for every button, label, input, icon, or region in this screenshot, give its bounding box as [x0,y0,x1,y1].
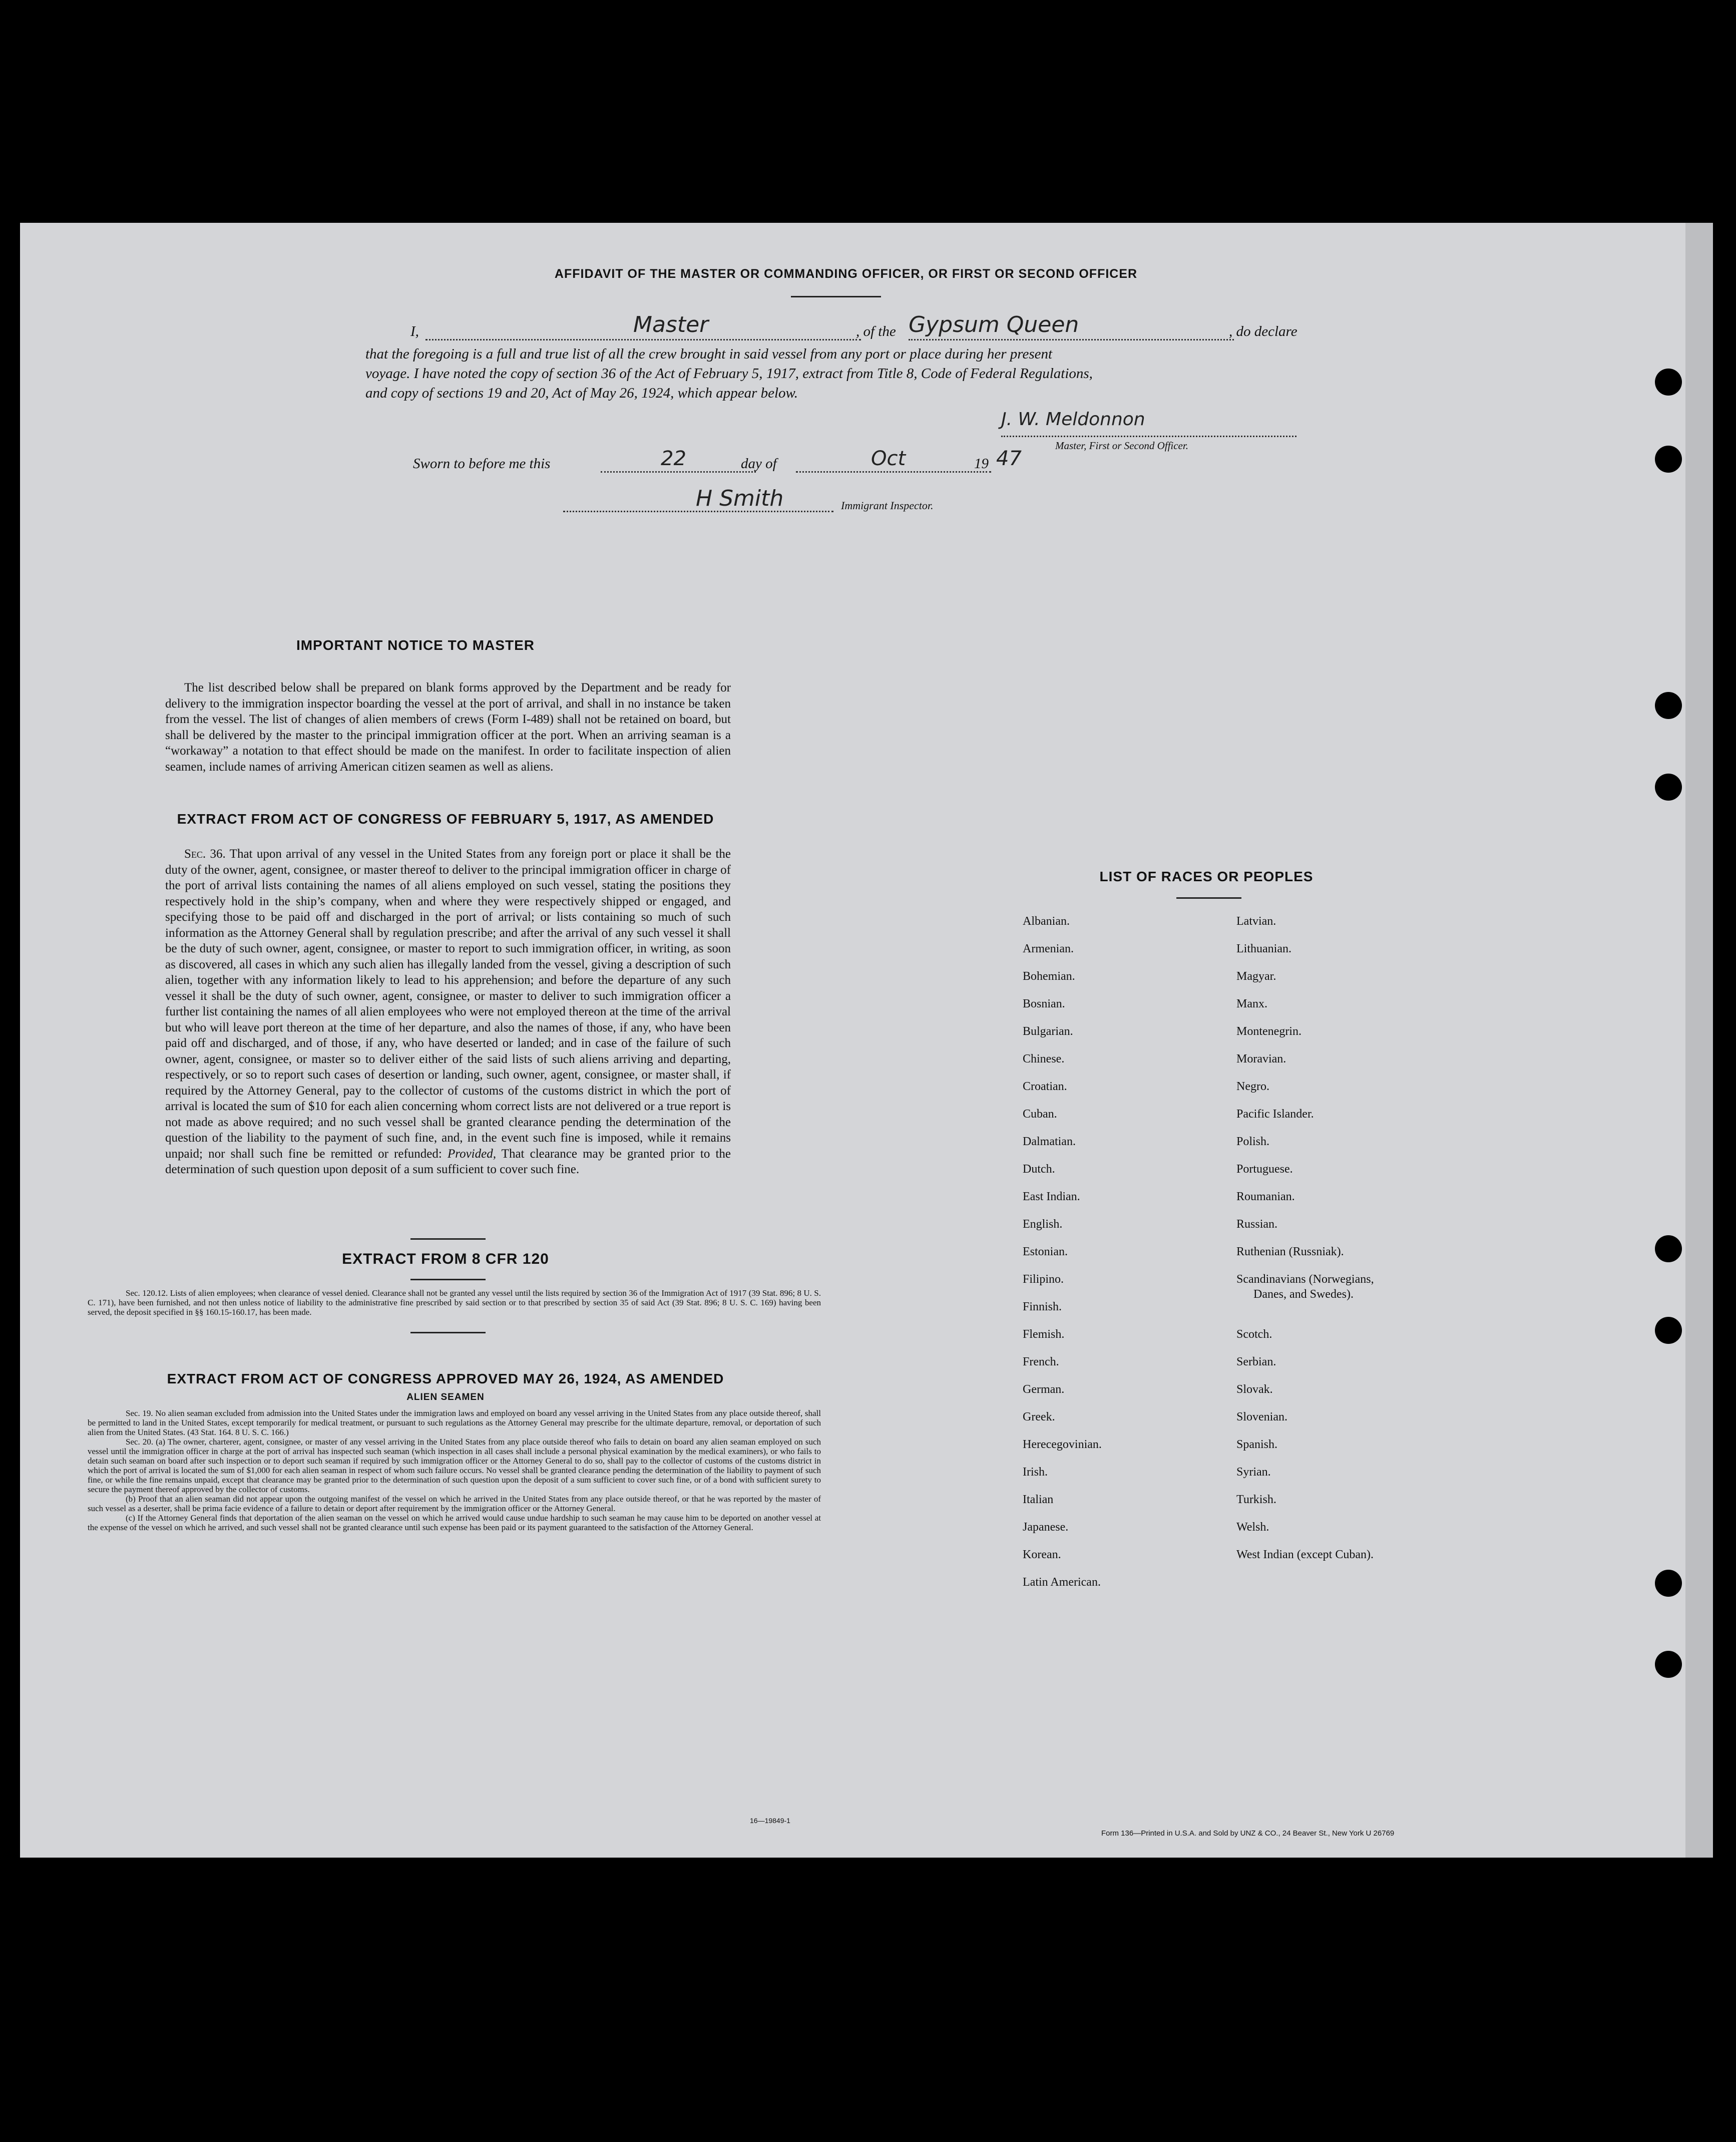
race-item: Manx. [1236,997,1267,1010]
sworn-day: 22 [661,447,686,470]
race-item: Chinese. [1023,1052,1065,1065]
fill-line [425,339,861,340]
extract-1924-body [88,1408,821,1532]
affidavit-line: voyage. I have noted the copy of section 36 of the Act of February 5, 1917, extract from Title 8, Code of Federal Regulations, [365,366,1093,382]
race-item: Pacific Islander. [1236,1108,1314,1121]
affidavit-text [365,344,1342,403]
sec-body: That upon arrival of any vessel in the United States from any foreign port or place it shall be the duty of the owner, agent, consignee, or master thereof to deliver to the principal immigration officer in charge of the port of arrival lists containing the names of all aliens employed on such vessel, stating the positions they respectively hold in the ship’s company, when and where they were respectively shipped or engaged, and specifying those to be paid off and discharged in the port of arrival; or lists containing so much of such information as the Attorney General shall by regulation prescribe; and after the arrival of any such vessel it shall be the duty of such owner, agent, consignee, or master to report to such immigration officer, in writing, as soon as discovered, all cases in which any such alien has illegally landed from the vessel, giving a description of such alien, together with any information likely to lead to his apprehension; and before the departure of any such vessel it shall be the duty of such owner, agent, consignee, or master to deliver to such immigration officer a further list containing the names of all alien employees who were not employed thereon at the time of the arrival but who will leave port thereon at the time of her departure, and also the names of those, if any, who have been paid off and discharged, and of those, if any, who have deserted or landed; and in case of the failure of such owner, agent, consignee, or master so to deliver either of the said lists of such aliens arriving and departing, respectively, or so to report such cases of desertion or landing, such owner, agent, consignee, or master shall, if required by the Attorney General, pay to the collector of customs of the customs district in which the port of arrival is located the sum of $10 for each alien concerning whom correct lists are not delivered or a true report is not made as above required; and no such vessel shall be granted clearance pending the determination of the question of the liability to the payment of such fine, and, in the event such fine is imposed, while it remains unpaid; nor shall such fine be remitted or refunded: [165,847,731,1161]
race-item: Roumanian. [1236,1190,1295,1203]
race-item: Slovenian. [1236,1410,1287,1423]
race-item: Estonian. [1023,1245,1068,1258]
sec20c-text: (c) If the Attorney General finds that deportation of the alien seaman on the vessel on which he arrived would cause undue hardship to such seaman he may cause him to be deported on another vessel at the expense of the vessel on which he arrived, and such vessel shall not be granted clearance until such expense has been paid or its payment guaranteed to the satisfaction of the Attorney General. [88,1513,821,1532]
inspector-signature: H Smith [696,486,784,511]
race-item: Croatian. [1023,1080,1067,1093]
race-item: Spanish. [1236,1438,1278,1451]
race-item: Syrian. [1236,1466,1271,1479]
race-item: Russian. [1236,1218,1278,1231]
document-page [20,223,1713,1858]
divider [410,1279,486,1280]
race-item: Greek. [1023,1410,1055,1423]
fill-line [601,471,756,473]
race-item: Scandinavians (Norwegians, [1236,1273,1374,1286]
race-item: Moravian. [1236,1052,1286,1065]
divider [791,296,881,297]
do-declare-label: , do declare [1229,323,1297,339]
race-item: Dutch. [1023,1163,1055,1176]
binder-hole [1655,446,1682,473]
fill-line [909,339,1234,340]
sec20a-text: Sec. 20. (a) The owner, charterer, agent, consignee, or master of any vessel arriving in the United States from any place outside thereof who fails to detain on board any alien seaman employed on such vessel until the immigration officer in charge at the port of arrival has inspected such seaman (which inspection in all cases shall include a personal physical examination by the medical examiners), or who fails to detain such seaman on board after such inspection or to deport such seaman if required by such immigration officer or the Attorney General to do so, shall pay to the collector of customs of the customs district in which the port of arrival is located the sum of $1,000 for each alien seaman in respect of whom such failure occurs. No vessel shall be granted clearance pending the determination of the liability to payment of such fine, or while the fine remains unpaid, except that clearance may be granted prior to the determination of such question upon the deposit of a sum sufficient to cover such fine, or of a bond with sufficient surety to secure the payment thereof approved by the collector of customs. [88,1437,821,1494]
day-of-label: day of [741,456,777,472]
race-item: Italian [1023,1493,1054,1506]
race-item: Montenegrin. [1236,1025,1301,1038]
divider [410,1238,486,1240]
sec19-text: Sec. 19. No alien seaman excluded from admission into the United States under the immigration laws and employed on board any vessel arriving in the United States from any place outside thereof, shall be permitted to land in the United States, except temporarily for medical treatment, or pursuant to such regulations as the Attorney General may prescribe for the ultimate departure, removal, or deportation of such alien from the United States. (43 Stat. 164. 8 U. S. C. 166.) [88,1408,821,1437]
race-item: German. [1023,1383,1065,1396]
race-item: Latvian. [1236,915,1276,928]
divider [410,1332,486,1333]
races-left-column [1023,915,1102,1603]
extract-1917-text [165,846,731,1178]
races-title: LIST OF RACES OR PEOPLES [1099,869,1314,884]
race-item: Armenian. [1023,942,1074,955]
race-item: Negro. [1236,1080,1269,1093]
binder-hole [1655,774,1682,801]
sworn-year: 47 [996,447,1022,470]
race-item: Slovak. [1236,1383,1273,1396]
of-the-label: , of the [856,323,896,339]
affidavit-line: that the foregoing is a full and true list of all the crew brought in said vessel from any port or place during her present [365,346,1053,362]
binder-hole [1655,1651,1682,1678]
binder-hole [1655,369,1682,396]
sworn-label: Sworn to before me this [413,456,551,472]
sec-label: Sec. 36. [184,847,226,861]
extract-1917-title: EXTRACT FROM ACT OF CONGRESS OF FEBRUARY 5, 1917, AS AMENDED [177,811,714,827]
master-caption: Master, First or Second Officer. [1055,440,1188,452]
fill-line [796,471,991,473]
binder-hole [1655,1235,1682,1262]
race-item: Japanese. [1023,1521,1069,1534]
divider [1176,897,1241,899]
print-code: 16—19849-1 [750,1817,790,1825]
race-item: Herecegovinian. [1023,1438,1102,1451]
sworn-month: Oct [871,447,906,470]
race-item: Bohemian. [1023,970,1075,983]
race-item: French. [1023,1355,1059,1368]
race-item: Serbian. [1236,1355,1276,1368]
extract-1924-title: EXTRACT FROM ACT OF CONGRESS APPROVED MAY 26, 1924, AS AMENDED [167,1371,724,1386]
i-label: I, [410,323,419,339]
extract-cfr-title: EXTRACT FROM 8 CFR 120 [342,1251,549,1267]
inspector-caption: Immigrant Inspector. [841,499,934,512]
notice-text: The list described below shall be prepared on blank forms approved by the Department and be ready for delivery to the immigration inspector boarding the vessel at the port of arrival, and shall in no instance be taken from the vessel. The list of changes of alien members of crews (Form I-489) shall not be retained on board, but shall be delivered by the master to the principal immigration officer at the port. When an arriving seaman is a “workaway” a notation to that effect should be made on the manifest. In order to facilitate inspection of alien seamen, include names of arriving American citizen seamen as well as aliens. [165,681,731,774]
master-signature: J. W. Meldonnon [1001,409,1145,430]
race-item: West Indian (except Cuban). [1236,1548,1374,1561]
proviso-word: Provided, [448,1147,496,1161]
page-edge [1685,223,1713,1858]
race-item: Dalmatian. [1023,1135,1076,1148]
race-item: Latin American. [1023,1576,1101,1589]
affidavit-line: and copy of sections 19 and 20, Act of May 26, 1924, which appear below. [365,385,798,401]
affidavit-title: AFFIDAVIT OF THE MASTER OR COMMANDING OFFICER, OR FIRST OR SECOND OFFICER [554,267,1138,281]
extract-cfr-text: Sec. 120.12. Lists of alien employees; when clearance of vessel denied. Clearance shall not be granted any vessel until the lists required by section 36 of the Immigration Act of 1917 (39 Stat. 896; 8 U. S. C. 171), have been furnished, and not then unless notice of liability to the administrative fine prescribed by said section or to that prescribed by section 35 of said Act (39 Stat. 896; 8 U. S. C. 169) having been served, the deposit specified in §§ 160.15-160.17, has been made. [88,1288,821,1317]
form-footer: Form 136—Printed in U.S.A. and Sold by UNZ & CO., 24 Beaver St., New York U 26769 [1101,1829,1395,1838]
sec20b-text: (b) Proof that an alien seaman did not appear upon the outgoing manifest of the vessel on which he arrived in the United States from any place outside thereof, or that he was reported by the master of such vessel as a deserter, shall be prima facie evidence of a failure to detain or deport after requirement by the immigration officer or the Attorney General. [88,1494,821,1513]
binder-hole [1655,1570,1682,1597]
race-item: Lithuanian. [1236,942,1291,955]
notice-title: IMPORTANT NOTICE TO MASTER [296,637,535,653]
race-item: Bosnian. [1023,997,1065,1010]
race-item: East Indian. [1023,1190,1080,1203]
binder-hole [1655,1317,1682,1344]
race-item: Bulgarian. [1023,1025,1073,1038]
year-prefix: 19 [974,456,989,472]
race-item: Portuguese. [1236,1163,1293,1176]
race-item: English. [1023,1218,1063,1231]
race-item: Flemish. [1023,1328,1065,1341]
vessel-handwritten: Gypsum Queen [909,312,1079,337]
race-item: Turkish. [1236,1493,1276,1506]
alien-seamen-subtitle: ALIEN SEAMEN [406,1392,485,1402]
race-item: Filipino. [1023,1273,1064,1286]
binder-hole [1655,692,1682,719]
signature-line [1001,436,1296,437]
rank-handwritten: Master [633,312,709,337]
race-item: Scotch. [1236,1328,1272,1341]
race-item: Magyar. [1236,970,1276,983]
race-item: Ruthenian (Russniak). [1236,1245,1344,1258]
proviso-text: That clearance may be granted prior to the determination of such question upon deposit of a sum sufficient to cover such fine. [165,1147,731,1176]
race-item: Finnish. [1023,1300,1062,1313]
race-item: Albanian. [1023,915,1070,928]
race-item: Welsh. [1236,1521,1269,1534]
race-item: Irish. [1023,1466,1048,1479]
races-right-column [1236,915,1374,1576]
race-item: Danes, and Swedes). [1253,1288,1354,1301]
race-item: Korean. [1023,1548,1061,1561]
race-item: Cuban. [1023,1108,1057,1121]
race-item: Polish. [1236,1135,1270,1148]
